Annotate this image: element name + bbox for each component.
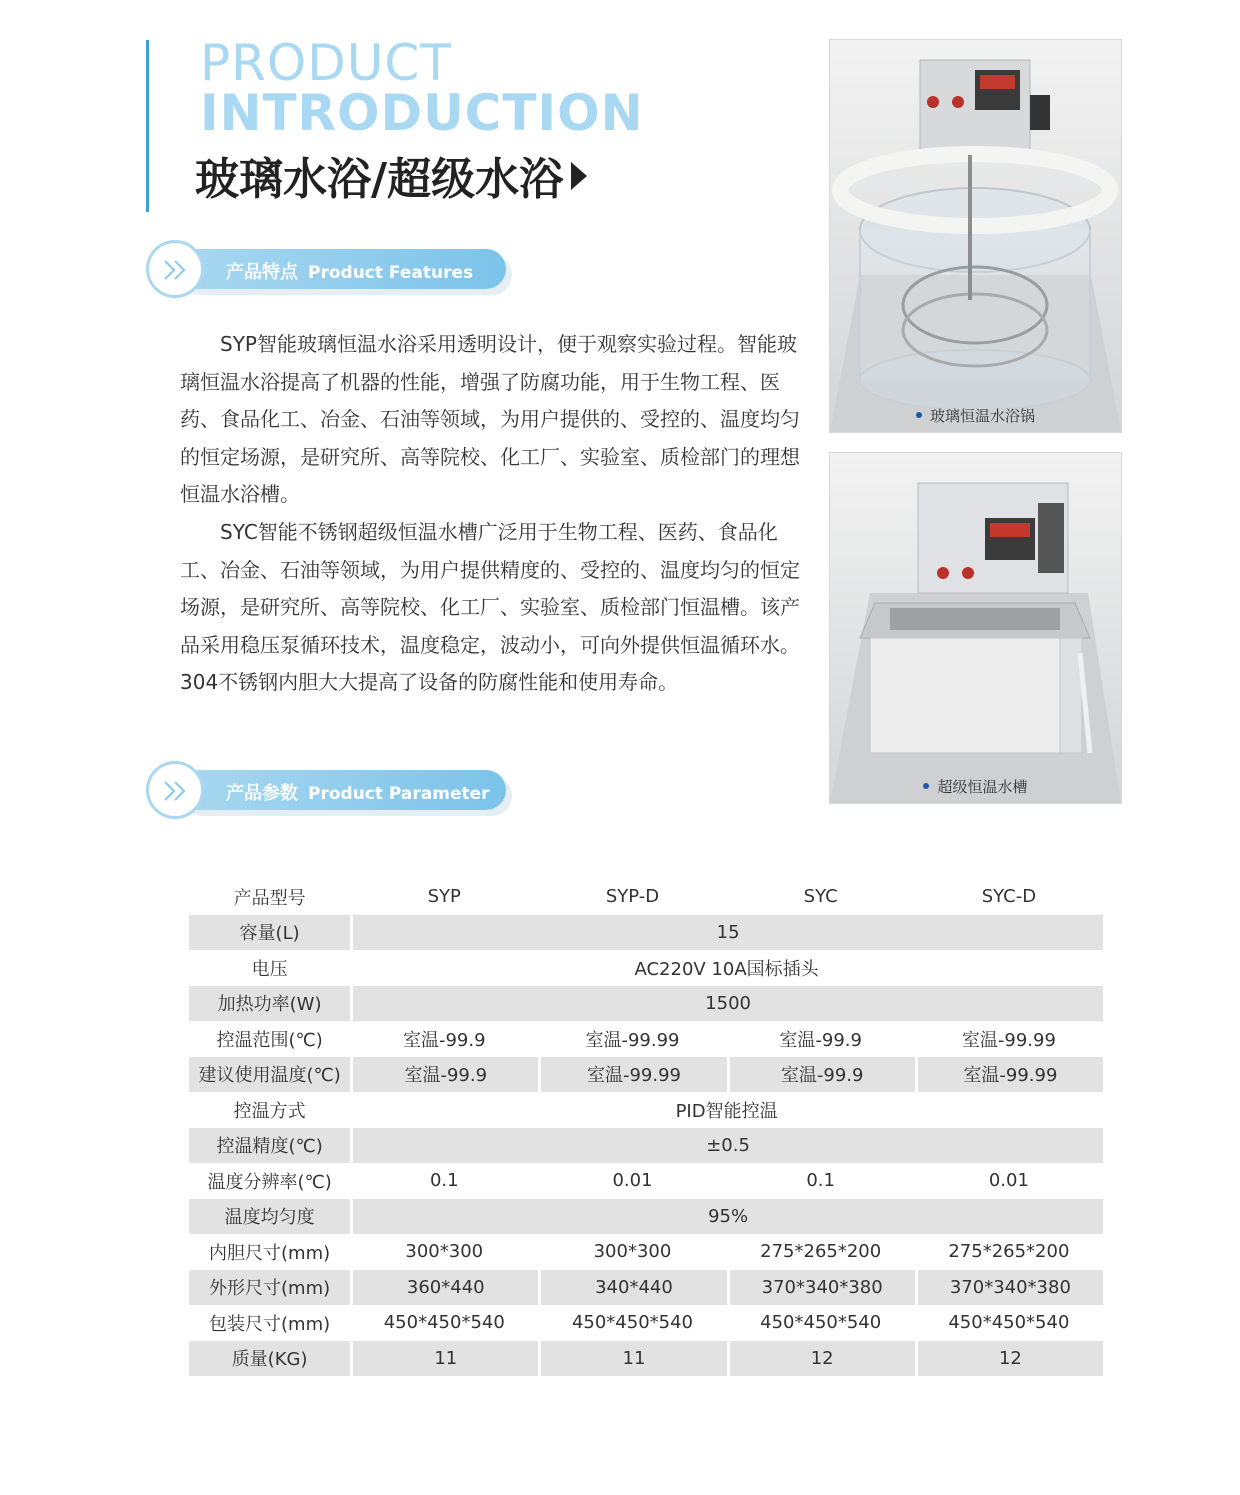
table-row [189, 1092, 1103, 1128]
features-label-cn: 产品特点 [226, 262, 298, 283]
row-label-cell: 建议使用温度(℃) [189, 1057, 350, 1093]
glass-water-bath-photo [830, 40, 1121, 432]
table-row [189, 950, 1103, 986]
product-description [180, 326, 804, 702]
value-cell: 370*340*380 [727, 1270, 915, 1306]
value-cell: 360*440 [350, 1270, 538, 1306]
value-cell: 450*450*540 [948, 1312, 1070, 1334]
parameter-table-body [189, 879, 1103, 1376]
row-label-cell: 控温精度(℃) [189, 1128, 350, 1164]
features-section-label [226, 258, 473, 284]
value-cell: 340*440 [538, 1270, 726, 1306]
merged-value-cell: 95% [350, 1199, 1103, 1235]
header-accent-line [146, 40, 149, 212]
value-cell: 450*450*540 [760, 1312, 882, 1334]
title-en-line2: INTRODUCTION [200, 84, 644, 142]
photo2-caption [830, 776, 1121, 797]
product-parameter-table [189, 879, 1103, 1376]
parameter-label-cn: 产品参数 [226, 783, 298, 804]
super-water-tank-illustration [830, 453, 1121, 803]
super-water-tank-photo [830, 453, 1121, 803]
photo2-caption-text: 超级恒温水槽 [937, 778, 1028, 796]
table-row [189, 1163, 1103, 1199]
double-chevron-right-icon [146, 761, 204, 819]
row-label-cell: 质量(KG) [189, 1341, 350, 1377]
photo1-caption-text: 玻璃恒温水浴锅 [929, 407, 1035, 425]
value-cell: 450*450*540 [571, 1312, 694, 1334]
page-title-text: 玻璃水浴/超级水浴 [195, 154, 564, 205]
header-cell-model: SYC-D [915, 879, 1103, 915]
value-cell: 室温-99.99 [538, 1057, 726, 1093]
value-cell: 300*300 [405, 1241, 484, 1263]
value-cell: 275*265*200 [760, 1241, 882, 1263]
value-cell: 12 [727, 1341, 915, 1377]
table-row [189, 1128, 1103, 1164]
bullet-dot-icon [923, 783, 929, 789]
header-cell-model: SYP [350, 879, 538, 915]
value-cell: 11 [350, 1341, 538, 1377]
value-cell: 0.01 [612, 1170, 653, 1192]
row-label-cell: 容量(L) [189, 915, 350, 951]
table-row [189, 1057, 1103, 1093]
value-cell: 450*450*540 [383, 1312, 505, 1334]
table-row [189, 1234, 1103, 1270]
value-cell: 室温-99.9 [350, 1057, 538, 1093]
glass-water-bath-illustration [830, 40, 1121, 432]
value-cell: 370*340*380 [915, 1270, 1103, 1306]
triangle-right-icon [571, 162, 587, 190]
value-cell: 300*300 [593, 1241, 672, 1263]
value-cell: 室温-99.99 [585, 1029, 680, 1051]
table-row [189, 1021, 1103, 1057]
title-en-line1: PRODUCT [200, 34, 452, 92]
value-cell: 0.1 [429, 1170, 459, 1192]
row-label-cell: 内胆尺寸(mm) [209, 1242, 331, 1264]
header-cell-label: 产品型号 [189, 879, 350, 915]
photo1-caption [830, 405, 1121, 426]
value-cell: 11 [538, 1341, 726, 1377]
value-cell: 0.1 [806, 1170, 835, 1192]
value-cell: 12 [915, 1341, 1103, 1377]
value-cell: 室温-99.9 [402, 1029, 486, 1051]
bullet-dot-icon [916, 412, 922, 418]
row-label-cell: 温度均匀度 [189, 1199, 350, 1235]
row-label-cell: 包装尺寸(mm) [209, 1313, 331, 1335]
row-label-cell: 外形尺寸(mm) [189, 1270, 350, 1306]
features-section-header [146, 240, 516, 302]
table-row [189, 986, 1103, 1022]
table-row [189, 1199, 1103, 1235]
row-label-cell: 控温方式 [233, 1100, 306, 1122]
parameter-label-en: Product Parameter [308, 784, 490, 804]
value-cell: 室温-99.99 [961, 1029, 1056, 1051]
description-paragraph-1: SYP智能玻璃恒温水浴采用透明设计，便于观察实验过程。智能玻璃恒温水浴提高了机器的性能，增强了防腐功能，用于生物工程、医药、食品化工、冶金、石油等领域，为用户提供的、受控的、温度均匀的恒定场源，是研究所、高等院校、化工厂、实验室、质检部门的理想恒温水浴槽。 [180, 332, 800, 507]
table-row [189, 1305, 1103, 1341]
header-cell-model: SYC [727, 879, 915, 915]
merged-value-cell: ±0.5 [350, 1128, 1103, 1164]
merged-value-cell: 1500 [350, 986, 1103, 1022]
merged-value-cell: PID智能控温 [675, 1100, 778, 1122]
row-label-cell: 电压 [251, 958, 288, 980]
table-row [189, 915, 1103, 951]
parameter-section-header [146, 761, 516, 823]
table-header-row [189, 879, 1103, 915]
value-cell: 0.01 [988, 1170, 1029, 1192]
description-paragraph-2: SYC智能不锈钢超级恒温水槽广泛用于生物工程、医药、食品化工、冶金、石油等领域，为用户提供精度的、受控的、温度均匀的恒定场源，是研究所、高等院校、化工厂、实验室、质检部门恒温槽。该产品采用稳压泵循环技术，温度稳定，波动小，可向外提供恒温循环水。304不锈钢内胆大大提高了设备的防腐性能和使用寿命。 [180, 519, 800, 695]
parameter-section-label [226, 779, 490, 805]
features-label-en: Product Features [308, 263, 474, 283]
value-cell: 室温-99.9 [779, 1029, 862, 1051]
row-label-cell: 温度分辨率(℃) [207, 1171, 332, 1193]
double-chevron-right-icon [146, 240, 204, 298]
table-row [189, 1341, 1103, 1377]
header-cell-model: SYP-D [538, 879, 726, 915]
table-row [189, 1270, 1103, 1306]
value-cell: 室温-99.9 [727, 1057, 915, 1093]
merged-value-cell: AC220V 10A国标插头 [634, 958, 819, 980]
row-label-cell: 加热功率(W) [189, 986, 350, 1022]
value-cell: 275*265*200 [948, 1241, 1070, 1263]
merged-value-cell: 15 [350, 915, 1103, 951]
row-label-cell: 控温范围(℃) [216, 1029, 323, 1051]
value-cell: 室温-99.99 [915, 1057, 1103, 1093]
page-title [195, 154, 587, 205]
